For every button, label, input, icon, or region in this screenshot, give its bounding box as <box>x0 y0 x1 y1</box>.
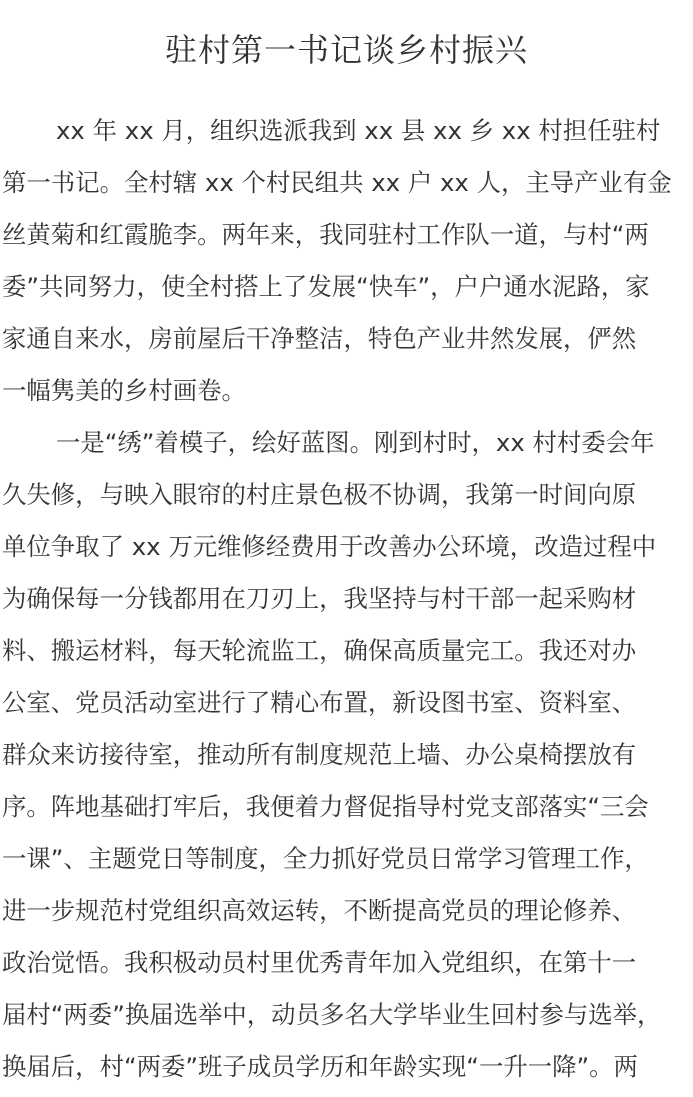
paragraph-line: 一幅隽美的乡村画卷。 <box>2 376 246 405</box>
paragraph-line: 换届后，村“两委”班子成员学历和年龄实现“一升一降”。两 <box>2 1052 638 1081</box>
paragraph-line: 一是“绣”着模子，绘好蓝图。刚到村时，xx 村村委会年 <box>56 428 655 457</box>
paragraph-line: 为确保每一分钱都用在刀刃上，我坚持与村干部一起采购材 <box>2 584 637 613</box>
paragraph-line: 序。阵地基础打牢后，我便着力督促指导村党支部落实“三会 <box>2 792 649 821</box>
paragraph-line: 丝黄菊和红霞脆李。两年来，我同驻村工作队一道，与村“两 <box>2 220 649 249</box>
paragraph-line: 政治觉悟。我积极动员村里优秀青年加入党组织，在第十一 <box>2 948 637 977</box>
paragraph-line: 单位争取了 xx 万元维修经费用于改善办公环境，改造过程中 <box>2 532 657 561</box>
paragraph-line: 进一步规范村党组织高效运转，不断提高党员的理论修养、 <box>2 896 637 925</box>
paragraph-line: 第一书记。全村辖 xx 个村民组共 xx 户 xx 人，主导产业有金 <box>2 168 672 197</box>
paragraph-line: 一课”、主题党日等制度，全力抓好党员日常学习管理工作， <box>2 844 649 873</box>
paragraph-line: 家通自来水，房前屋后干净整洁，特色产业井然发展，俨然 <box>2 324 637 353</box>
paragraph-line: 委”共同努力，使全村搭上了发展“快车”，户户通水泥路，家 <box>2 272 650 301</box>
paragraph-line: xx 年 xx 月，组织选派我到 xx 县 xx 乡 xx 村担任驻村 <box>56 116 661 145</box>
paragraph-line: 届村“两委”换届选举中，动员多名大学毕业生回村参与选举， <box>2 1000 662 1029</box>
article-title: 驻村第一书记谈乡村振兴 <box>164 31 528 69</box>
paragraph-line: 公室、党员活动室进行了精心布置，新设图书室、资料室、 <box>2 688 637 717</box>
paragraph-line: 群众来访接待室，推动所有制度规范上墙、办公桌椅摆放有 <box>2 740 637 769</box>
article-body <box>0 105 693 1093</box>
paragraph-line: 料、搬运材料，每天轮流监工，确保高质量完工。我还对办 <box>2 636 637 665</box>
paragraph-line: 久失修，与映入眼帘的村庄景色极不协调，我第一时间向原 <box>2 480 637 509</box>
